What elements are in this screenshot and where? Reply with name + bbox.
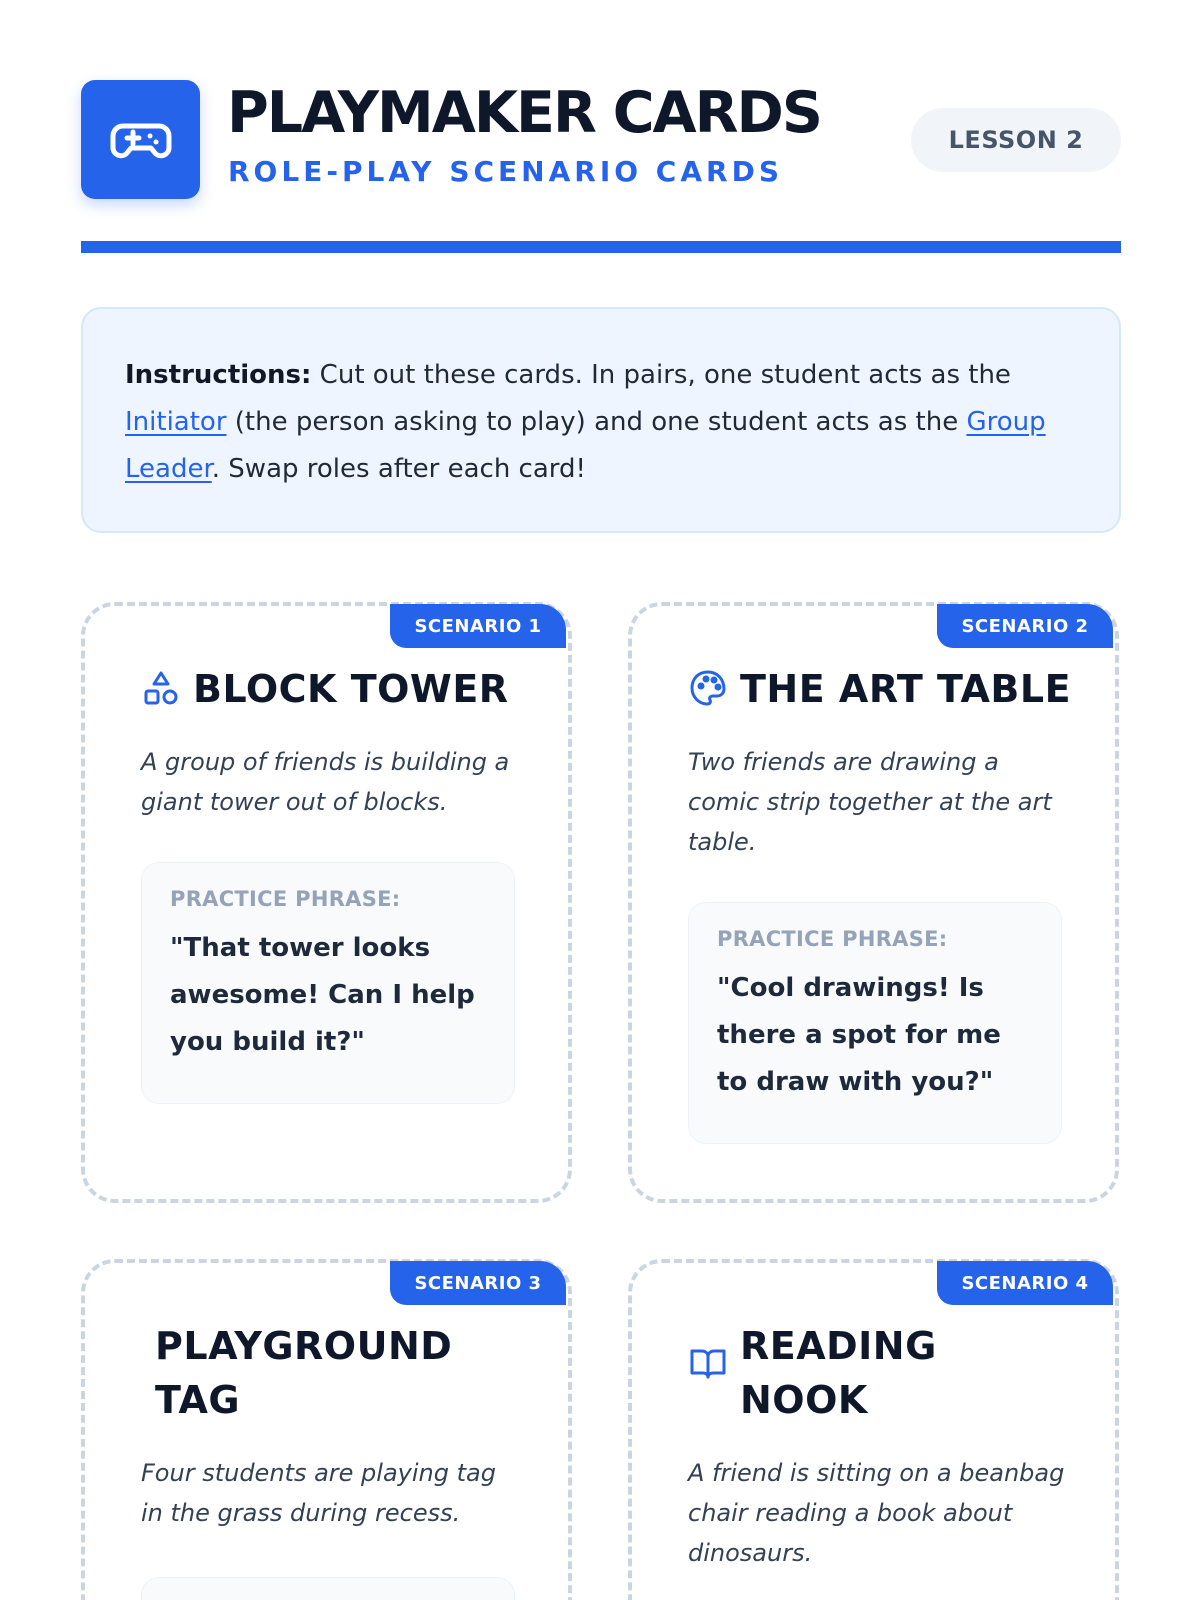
instructions-text-2: (the person asking to play) and one student acts as the (226, 407, 967, 437)
scenario-card (81, 1259, 572, 1600)
practice-phrase-label: PRACTICE PHRASE: (170, 887, 401, 911)
initiator-link[interactable]: Initiator (125, 407, 227, 437)
scenario-tab: SCENARIO 3 (390, 1261, 566, 1305)
practice-phrase-text: "That tower looks awesome! Can I help you build it?" (170, 933, 475, 1057)
card-description: Four students are playing tag in the grass during recess. (141, 1459, 496, 1527)
scenario-card (81, 602, 572, 1203)
instructions-text-3: . Swap roles after each card! (211, 454, 586, 484)
practice-phrase-box (141, 1577, 515, 1600)
group-leader-link[interactable]: Group Leader (125, 407, 1046, 484)
card-title: PLAYGROUND TAG (155, 1324, 453, 1422)
page-title: PLAYMAKER CARDS (227, 80, 821, 146)
scenario-card (628, 602, 1119, 1203)
page-header (81, 80, 1121, 200)
lesson-badge: LESSON 2 (911, 108, 1121, 172)
card-title: THE ART TABLE (740, 667, 1072, 711)
scenario-tab: SCENARIO 1 (390, 604, 566, 648)
page-subtitle: ROLE-PLAY SCENARIO CARDS (228, 155, 783, 188)
instructions-text-1: Cut out these cards. In pairs, one student acts as the (311, 360, 1011, 390)
practice-phrase-label: PRACTICE PHRASE: (717, 927, 948, 951)
book-icon (688, 1343, 728, 1383)
scenario-tab: SCENARIO 2 (937, 604, 1113, 648)
instructions-lead: Instructions: (125, 360, 312, 390)
practice-phrase-text: "Cool drawings! Is there a spot for me to draw with you?" (717, 973, 1001, 1097)
shapes-icon (141, 668, 181, 708)
scenario-tab: SCENARIO 4 (937, 1261, 1113, 1305)
scenario-card (628, 1259, 1119, 1600)
card-description: Two friends are drawing a comic strip together at the art table. (688, 748, 1052, 856)
practice-phrase-box (141, 862, 515, 1104)
gamepad-icon (81, 80, 200, 199)
card-title: READING NOOK (740, 1324, 937, 1422)
palette-icon (688, 668, 728, 708)
card-title: BLOCK TOWER (193, 667, 509, 711)
card-description: A group of friends is building a giant tower out of blocks. (141, 748, 510, 816)
header-divider (81, 241, 1121, 253)
practice-phrase-box (688, 902, 1062, 1144)
card-description: A friend is sitting on a beanbag chair reading a book about dinosaurs. (688, 1459, 1065, 1567)
instructions-box (81, 307, 1121, 533)
